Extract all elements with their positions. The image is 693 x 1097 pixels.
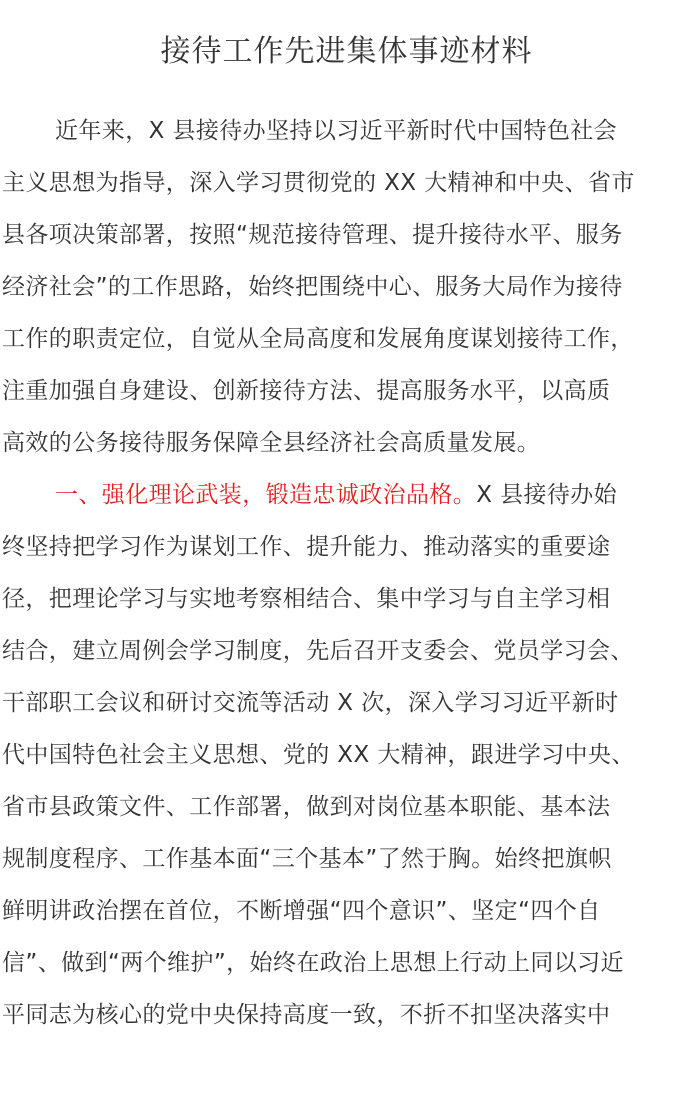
paragraph-1-line: 近年来，X 县接待办坚持以习近平新时代中国特色社会 — [55, 118, 618, 144]
paragraph-2-first-line — [55, 475, 617, 515]
paragraph-1-line: 经济社会”的工作思路，始终把围绕中心、服务大局作为接待 — [2, 274, 623, 300]
document-title: 接待工作先进集体事迹材料 — [160, 34, 533, 69]
paragraph-2-line: 代中国特色社会主义思想、党的 XX 大精神，跟进学习中央、 — [2, 742, 635, 768]
paragraph-2-line: 径，把理论学习与实地考察相结合、集中学习与自主学习相 — [2, 586, 611, 612]
paragraph-1-line: 县各项决策部署，按照“规范接待管理、提升接待水平、服务 — [2, 222, 623, 248]
paragraph-2-line: 平同志为核心的党中央保持高度一致，不折不扣坚决落实中 — [2, 1002, 611, 1028]
paragraph-2-first-line-rest: X 县接待办始 — [476, 482, 618, 508]
paragraph-1-line: 主义思想为指导，深入学习贯彻党的 XX 大精神和中央、省市 — [2, 170, 635, 196]
paragraph-1-line: 工作的职责定位，自觉从全局高度和发展角度谋划接待工作， — [2, 326, 634, 352]
paragraph-2-line: 鲜明讲政治摆在首位，不断增强“四个意识”、坚定“四个自 — [2, 898, 601, 924]
paragraph-2-line: 规制度程序、工作基本面“三个基本”了然于胸。始终把旗帜 — [2, 846, 612, 872]
paragraph-1-line: 高效的公务接待服务保障全县经济社会高质量发展。 — [2, 430, 541, 456]
paragraph-2-line: 信”、做到“两个维护”，始终在政治上思想上行动上同以习近 — [2, 950, 624, 976]
paragraph-2-line: 省市县政策文件、工作部署，做到对岗位基本职能、基本法 — [2, 794, 611, 820]
paragraph-2-line: 干部职工会议和研讨交流等活动 X 次，深入学习习近平新时 — [2, 690, 619, 716]
paragraph-1-line: 注重加强自身建设、创新接待方法、提高服务水平，以高质 — [2, 378, 611, 404]
section-heading: 一、强化理论武装，锻造忠诚政治品格。 — [55, 482, 477, 508]
paragraph-2-line: 终坚持把学习作为谋划工作、提升能力、推动落实的重要途 — [2, 534, 611, 560]
paragraph-2-line: 结合，建立周例会学习制度，先后召开支委会、党员学习会、 — [2, 638, 634, 664]
